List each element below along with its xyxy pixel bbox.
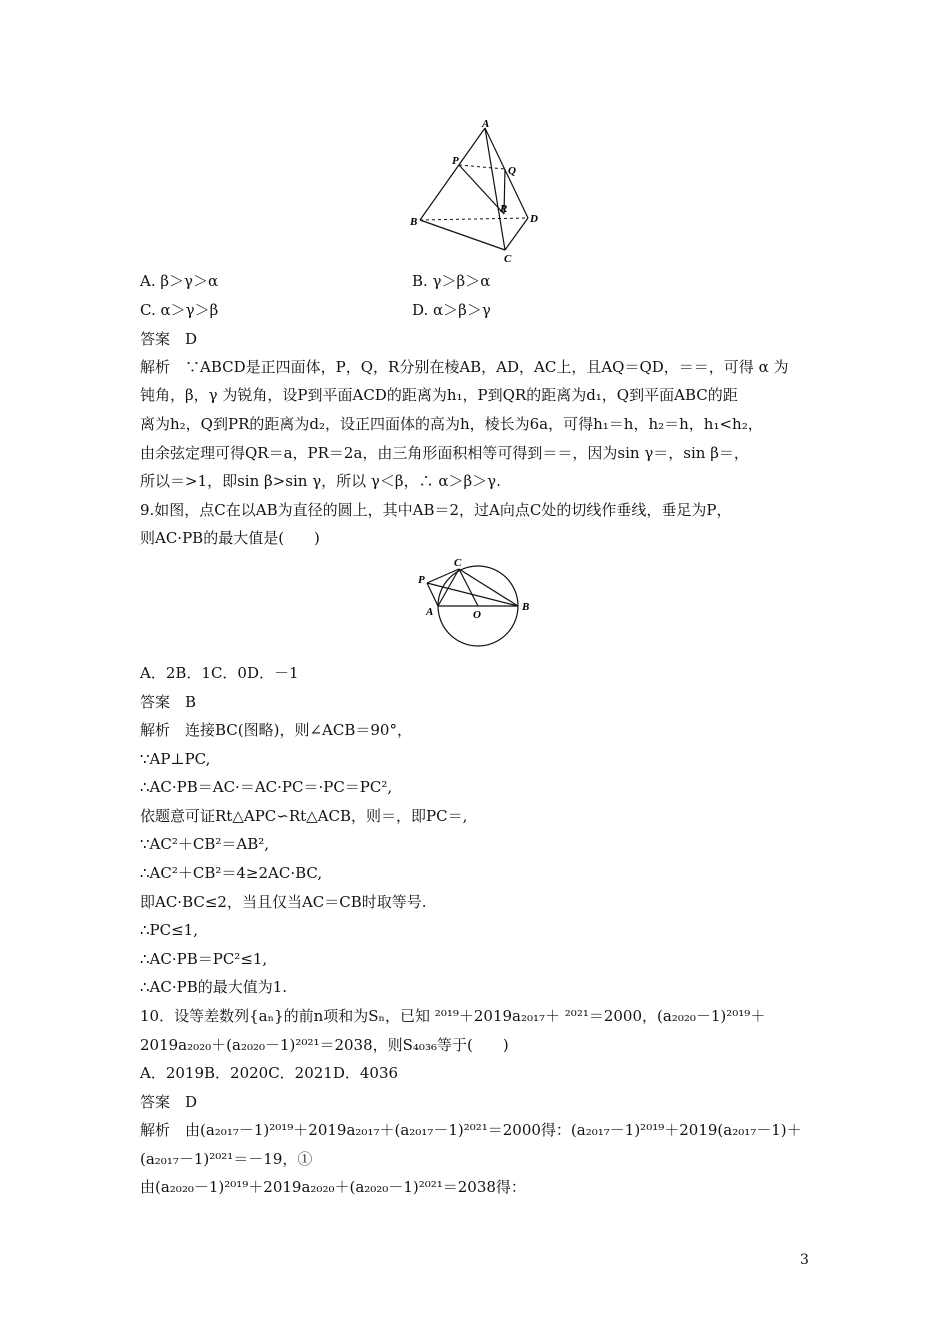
q9-analysis-line: ∴AC·PB＝PC²≤1, xyxy=(140,950,268,968)
q10-analysis-line: 解析 由(a₂₀₁₇－1)²⁰¹⁹＋2019a₂₀₁₇＋(a₂₀₁₇－1)²⁰²¹＝2000得：(a₂₀₁₇－1)²⁰¹⁹＋2019(a₂₀₁₇－1)＋ xyxy=(140,1121,802,1139)
page-number: 3 xyxy=(800,1252,809,1268)
q8-analysis-line: 钝角，β，γ 为锐角，设P到平面ACD的距离为h₁，P到QR的距离为d₁，Q到平面ABC的距 xyxy=(140,386,738,404)
q8-option-a: A. β＞γ＞α xyxy=(140,272,219,290)
q9-analysis-line: 解析 连接BC(图略)，则∠ACB＝90°， xyxy=(140,721,412,739)
q9-analysis-line: ∴PC≤1, xyxy=(140,921,198,939)
label-p: P xyxy=(452,155,459,167)
tetrahedron-figure xyxy=(400,118,560,268)
circle-figure xyxy=(412,556,537,651)
q8-answer: 答案 D xyxy=(140,330,198,348)
label-r: R xyxy=(500,203,508,215)
circle-label-p: P xyxy=(418,574,425,586)
q9-analysis-line: ∴AC·PB的最大值为1. xyxy=(140,978,288,996)
circle-label-o: O xyxy=(473,609,481,621)
q9-analysis-line: 即AC·BC≤2，当且仅当AC＝CB时取等号. xyxy=(140,893,427,911)
q9-analysis-line: ∴AC·PB＝AC·＝AC·PC＝·PC＝PC², xyxy=(140,778,393,796)
q10-stem-line: 2019a₂₀₂₀＋(a₂₀₂₀－1)²⁰²¹＝2038，则S₄₀₃₆等于( ) xyxy=(140,1036,509,1054)
label-c: C xyxy=(504,253,512,265)
q8-option-b: B. γ＞β＞α xyxy=(412,272,491,290)
q9-stem-line: 9.如图，点C在以AB为直径的圆上，其中AB＝2，过A向点C处的切线作垂线，垂足为P， xyxy=(140,501,732,519)
label-d: D xyxy=(530,213,538,225)
q10-stem-line: 10．设等差数列{aₙ}的前n项和为Sₙ，已知 ²⁰¹⁹＋2019a₂₀₁₇＋ ²⁰²¹＝2000，(a₂₀₂₀－1)²⁰¹⁹＋ xyxy=(140,1007,766,1025)
q8-option-d: D. α＞β＞γ xyxy=(412,301,491,319)
q9-options: A．2B．1C．0D．－1 xyxy=(140,664,299,682)
q10-answer: 答案 D xyxy=(140,1093,198,1111)
q10-analysis-line: 由(a₂₀₂₀－1)²⁰¹⁹＋2019a₂₀₂₀＋(a₂₀₂₀－1)²⁰²¹＝2038得： xyxy=(140,1178,526,1196)
q9-analysis-line: 依题意可证Rt△APC∽Rt△ACB，则＝，即PC＝, xyxy=(140,807,468,825)
label-q: Q xyxy=(508,165,516,177)
q9-answer: 答案 B xyxy=(140,693,197,711)
q8-option-c: C. α＞γ＞β xyxy=(140,301,219,319)
q8-analysis-line: 离为h₂，Q到PR的距离为d₂，设正四面体的高为h，棱长为6a，可得h₁＝h，h₂＝h，h₁<h₂， xyxy=(140,415,763,433)
q9-analysis-line: ∴AC²＋CB²＝4≥2AC·BC, xyxy=(140,864,323,882)
circle-label-a: A xyxy=(426,606,434,618)
q8-analysis-line: 由余弦定理可得QR＝a，PR＝2a，由三角形面积相等可得到＝＝，因为sin γ＝，sin β＝， xyxy=(140,444,749,462)
label-a: A xyxy=(482,118,490,130)
circle-label-c: C xyxy=(454,557,462,569)
q9-stem-line: 则AC·PB的最大值是( ) xyxy=(140,529,320,547)
q10-options: A．2019B．2020C．2021D．4036 xyxy=(140,1064,399,1082)
q9-analysis-line: ∵AP⊥PC, xyxy=(140,750,211,768)
label-b: B xyxy=(410,216,418,228)
q8-analysis-line: 所以＝>1，即sin β>sin γ，所以 γ＜β，∴ α＞β＞γ. xyxy=(140,472,501,490)
q8-analysis-line: 解析 ∵ABCD是正四面体，P，Q，R分别在棱AB，AD，AC上，且AQ＝QD，＝＝，可得 α 为 xyxy=(140,358,789,376)
circle-label-b: B xyxy=(522,601,530,613)
q10-analysis-line: (a₂₀₁₇－1)²⁰²¹＝－19，① xyxy=(140,1150,313,1168)
q9-analysis-line: ∵AC²＋CB²＝AB², xyxy=(140,835,270,853)
